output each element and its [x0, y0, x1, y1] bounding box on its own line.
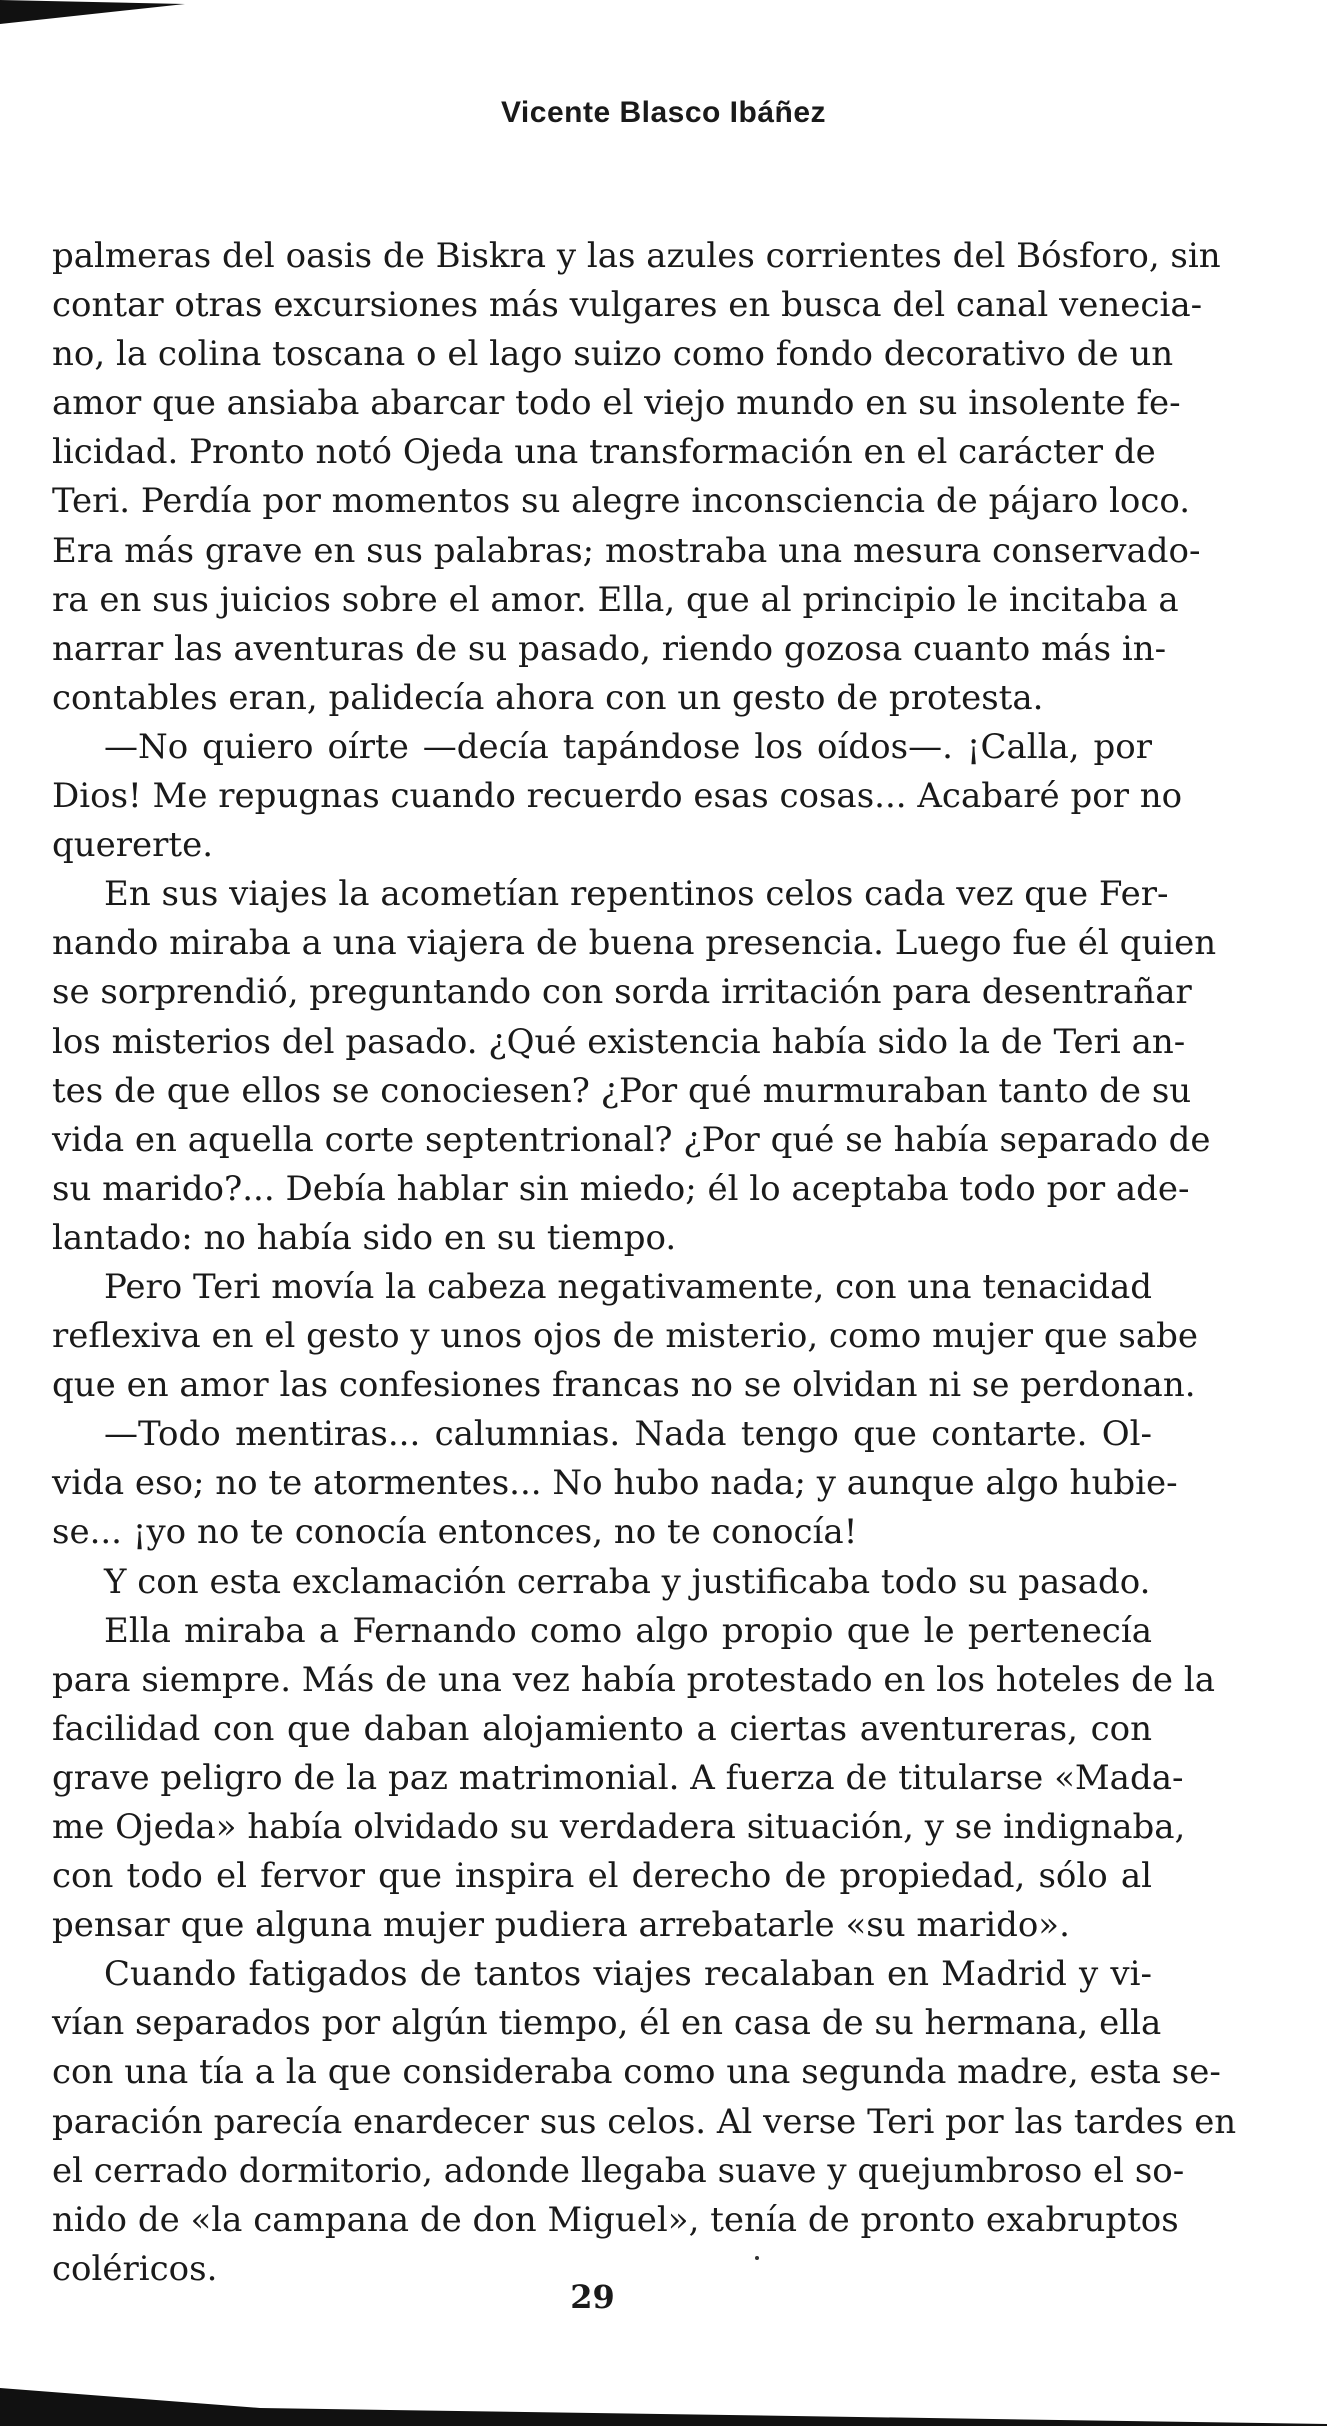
text-line: amor que ansiaba abarcar todo el viejo mundo en su insolente fe-: [52, 383, 1181, 424]
text-line: para siempre. Más de una vez había protestado en los hoteles de la: [52, 1659, 1216, 1700]
text-line: con todo el fervor que inspira el derecho de propiedad, sólo al: [52, 1856, 1152, 1897]
text-line: coléricos.: [52, 2248, 218, 2289]
text-line: paración parecía enardecer sus celos. Al verse Teri por las tardes en: [52, 2101, 1237, 2142]
text-line: Dios! Me repugnas cuando recuerdo esas cosas... Acabaré por no: [52, 776, 1183, 817]
text-line: grave peligro de la paz matrimonial. A fuerza de titularse «Mada-: [52, 1757, 1184, 1798]
text-line: vían separados por algún tiempo, él en casa de su hermana, ella: [52, 2003, 1162, 2044]
text-line: Teri. Perdía por momentos su alegre inconsciencia de pájaro loco.: [52, 481, 1191, 522]
text-line: nido de «la campana de don Miguel», tenía de pronto exabruptos: [52, 2199, 1179, 2240]
body-text: [52, 232, 1237, 2294]
text-line: Pero Teri movía la cabeza negativamente, con una tenacidad: [104, 1266, 1152, 1307]
text-line: con una tía a la que consideraba como una segunda madre, esta se-: [52, 2052, 1221, 2093]
text-line: En sus viajes la acometían repentinos celos cada vez que Fer-: [104, 874, 1169, 915]
text-line: narrar las aventuras de su pasado, riendo gozosa cuanto más in-: [52, 628, 1167, 669]
text-line: facilidad con que daban alojamiento a ciertas aventureras, con: [52, 1708, 1152, 1749]
text-line: los misterios del pasado. ¿Qué existencia había sido la de Teri an-: [52, 1021, 1186, 1062]
text-line: que en amor las confesiones francas no se olvidan ni se perdonan.: [52, 1365, 1196, 1406]
text-line: nando miraba a una viajera de buena presencia. Luego fue él quien: [52, 923, 1217, 964]
text-line: contar otras excursiones más vulgares en busca del canal venecia-: [52, 285, 1203, 326]
text-line: Cuando fatigados de tantos viajes recalaban en Madrid y vi-: [104, 1954, 1152, 1995]
text-line: Y con esta exclamación cerraba y justificaba todo su pasado.: [104, 1561, 1151, 1602]
scan-edge-mark-top: [0, 0, 185, 30]
text-line: Era más grave en sus palabras; mostraba una mesura conservado-: [52, 530, 1201, 571]
text-line: Ella miraba a Fernando como algo propio que le pertenecía: [104, 1610, 1152, 1651]
text-line: se sorprendió, preguntando con sorda irritación para desentrañar: [52, 972, 1192, 1013]
text-line: licidad. Pronto notó Ojeda una transformación en el carácter de: [52, 432, 1156, 473]
text-line: lantado: no había sido en su tiempo.: [52, 1217, 677, 1258]
page-number: 29: [570, 2278, 615, 2316]
text-line: no, la colina toscana o el lago suizo como fondo decorativo de un: [52, 334, 1174, 375]
text-line: vida eso; no te atormentes... No hubo nada; y aunque algo hubie-: [52, 1463, 1178, 1504]
scan-edge-mark-bottom: [0, 2360, 1327, 2426]
text-line: palmeras del oasis de Biskra y las azules corrientes del Bósforo, sin: [52, 236, 1221, 276]
text-line: pensar que alguna mujer pudiera arrebatarle «su marido».: [52, 1905, 1070, 1946]
text-line: se... ¡yo no te conocía entonces, no te conocía!: [52, 1512, 858, 1553]
text-line: su marido?... Debía hablar sin miedo; él lo aceptaba todo por ade-: [52, 1168, 1190, 1209]
text-line: contables eran, palidecía ahora con un gesto de protesta.: [52, 677, 1044, 718]
text-line: reflexiva en el gesto y unos ojos de misterio, como mujer que sabe: [52, 1316, 1199, 1357]
text-line: ra en sus juicios sobre el amor. Ella, que al principio le incitaba a: [52, 579, 1179, 620]
text-line: me Ojeda» había olvidado su verdadera situación, y se indignaba,: [52, 1807, 1186, 1847]
text-line: quererte.: [52, 825, 214, 866]
running-title: Vicente Blasco Ibáñez: [500, 96, 827, 129]
running-header: [0, 96, 1327, 130]
text-line: tes de que ellos se conociesen? ¿Por qué murmuraban tanto de su: [52, 1070, 1192, 1111]
text-line: el cerrado dormitorio, adonde llegaba suave y quejumbroso el so-: [52, 2150, 1185, 2191]
text-line: vida en aquella corte septentrional? ¿Por qué se había separado de: [52, 1119, 1211, 1160]
text-line: —Todo mentiras... calumnias. Nada tengo que contarte. Ol-: [104, 1414, 1152, 1455]
scan-speck: [755, 2256, 759, 2260]
text-line: —No quiero oírte —decía tapándose los oídos—. ¡Calla, por: [104, 726, 1152, 767]
